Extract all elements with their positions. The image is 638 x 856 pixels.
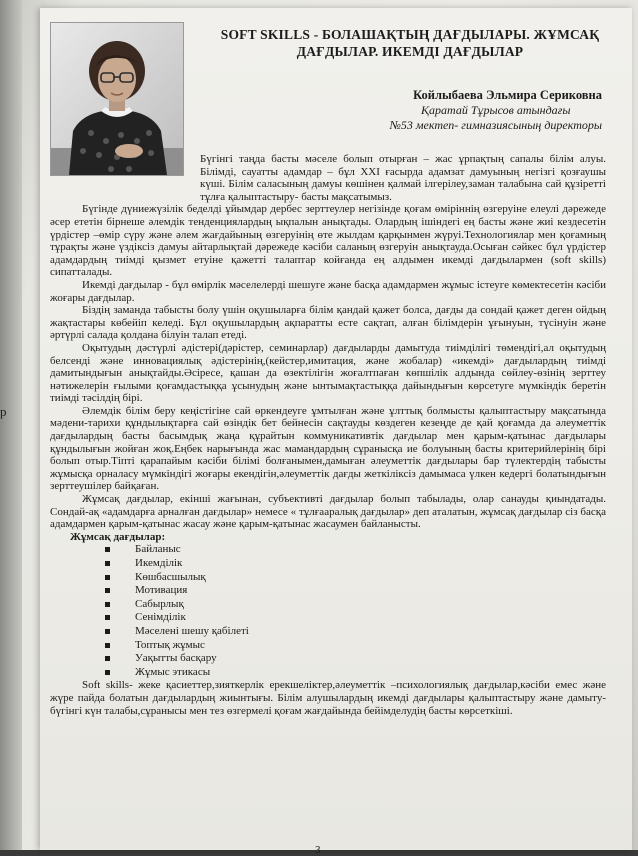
author-affiliation [390,103,602,133]
list-item: Байланыс [105,543,606,557]
article-title: SOFT SKILLS - БОЛАШАҚТЫҢ ДАҒДЫЛАРЫ. ЖҰМСАҚ ДАҒДЫЛАР. ИКЕМДІ ДАҒДЫЛАР [220,27,600,59]
paragraph: Оқытудың дәстүрлі әдістері(дәрістер, семинарлар) дағдыларды дамытуда тиімділігі төмендігі,ал оқытудың белсенді және инновациялық әдістерінің,(кейстер,имитация, және жобалар) «икемді» дағдылардың тиімді дамитындығын анықтайды.Әсіресе, қашан да өзектілігін жоғалтпаған көпшілік алдында сөйлеу-өзінің зерттеу нәтижелерін ғылыми қоғамдастыққа ұсынудың және ынтымақтастыққа дайындығын көрсетуге мүмкіндік беретін тиімді тәсілдің бірі. [50,341,606,405]
list-item: Икемділік [105,557,606,571]
list-item: Сабырлық [105,598,606,612]
list-item: Сенімділік [105,611,606,625]
paragraph: Икемді дағдылар - бұл өмірлік мәселелерді шешуге және басқа адамдармен жұмыс істеуге көмектесетін кәсіби жоғары дағдылар. [50,278,606,304]
article-body [50,153,606,717]
soft-skills-list [50,543,606,679]
soft-skills-list-title: Жұмсақ дағдылар: [70,530,166,543]
adjacent-page-edge [0,0,22,850]
affiliation-line-1: Қаратай Тұрысов атындағы [421,103,571,117]
list-item: Мәселені шешу қабілеті [105,625,606,639]
list-item: Топтық жұмыс [105,639,606,653]
document-page [40,8,632,856]
paragraph: Бүгінде дүниежүзілік беделді ұйымдар дербес зерттеулер негізінде қоғам өміріннің өзгеруіне елеулі дәрежеде әсер ететін бірнеше әлемдік тенденциялардың ықпалын анықтады. Олардың ішіндегі ең басты және жиі кездесетін үрдістер –өмір сүру және әлем жағдайының өзгеруінің өте жылдам қарқынмен жүруі.Технологиялар мен қоғамның тұрақты және үздіксіз дамуы айтарлықтай дәрежеде кәсіби саланың өзгеруін анықтауда.Осыған сәйкес бұл үрдістер адамдардың тиімді қызмет етуіне қажетті талаптар койғанда ең алдымен икемді дағдылармен (soft skills) сипатталады. [50,203,606,279]
adjacent-page-text: р [0,404,7,419]
paragraph: Әлемдік білім беру кеңістігіне сай өркендеуге ұмтылған және ұлттық болмысты қалыптастыру мақсатында мәдени-тарихи құндылықтарға сай өзіндік бет бейнесін сақтауды көздеген кезеңде де қай қоғамда да әлеуметтік дағдылардың басты басымдық жаңа құрайтын коммуникативтік дағдылар мен қарым-қатынас дағдылары құндылығын жойған жоқ.Еңбек нарығында жас мамандардың сұранысқа ие болуының басты критерийлерінің бірі болып отыр.Тіпті қарапайым кәсіби білімі болғанымен,дамыған әлеуметтік дағдылары бар түлектердің табысты жұмысқа орналасу мүмкіндігі жоғары екендігін,әлеуметтік дағды жеткіліксіз дамымаса үлкен кедергі болатындығын зерттеушілер байқаған. [50,404,606,493]
author-name: Койлыбаева Эльмира Сериковна [413,88,602,102]
paragraph: Біздің заманда табысты болу үшін оқушыларға білім қандай қажет болса, дағды да сондай қажет деген ойдың жақтастары көбейіп келеді. Бұл оқушылардың ақпаратты есте сақтап, алған білімдерін ұғынуын, түсінуін және әртүрлі салада қолдана білуін талап етеді. [50,304,606,342]
list-item: Жұмыс этикасы [105,666,606,680]
affiliation-line-2: №53 мектеп- гимназиясының директоры [389,118,602,132]
list-item: Мотивация [105,584,606,598]
paragraph: Бүгінгі таңда басты мәселе болып отырған – жас ұрпақтың сапалы білім алуы. Білімді, сауатты адамдар – бұл XXI ғасырда адамзат дамуының негізгі қозғаушы күші. Білім саласының дамуы көшінен қалмай ілгерілеу,заман талабына сай құзіретті тұлға қалыптастыру- басты мақсатымыз. [200,153,606,203]
page-number: 3 [315,844,321,856]
paragraph: Жұмсақ дағдылар, екінші жағынан, субъективті дағдылар болып табылады, олар санауды қиындатады. Сондай-ақ «адамдарға арналған дағдылар» немесе « тұлғааралық дағдылар» деп аталатын, жұмсақ дағдылар сіз басқа адамдармен қарым-қатынас жасау және қарым-қатынас жасаумен байланысты. [50,493,606,531]
closing-paragraph: Soft skills- жеке қасиеттер,зияткерлік ерекшеліктер,әлеуметтік –психологиялық дағдылар,кәсіби емес және жүре пайда болатын дағдылардың жиынтығы. Білім алушылардың икемді дағдылары қалыптастыру және дамыту-бүгінгі күн талабы,сұранысы мен тез өзгермелі қоғам жағдайында бейімделудің басты көрсеткіші. [50,679,606,717]
list-item: Көшбасшылық [105,571,606,585]
list-item: Уақытты басқару [105,652,606,666]
